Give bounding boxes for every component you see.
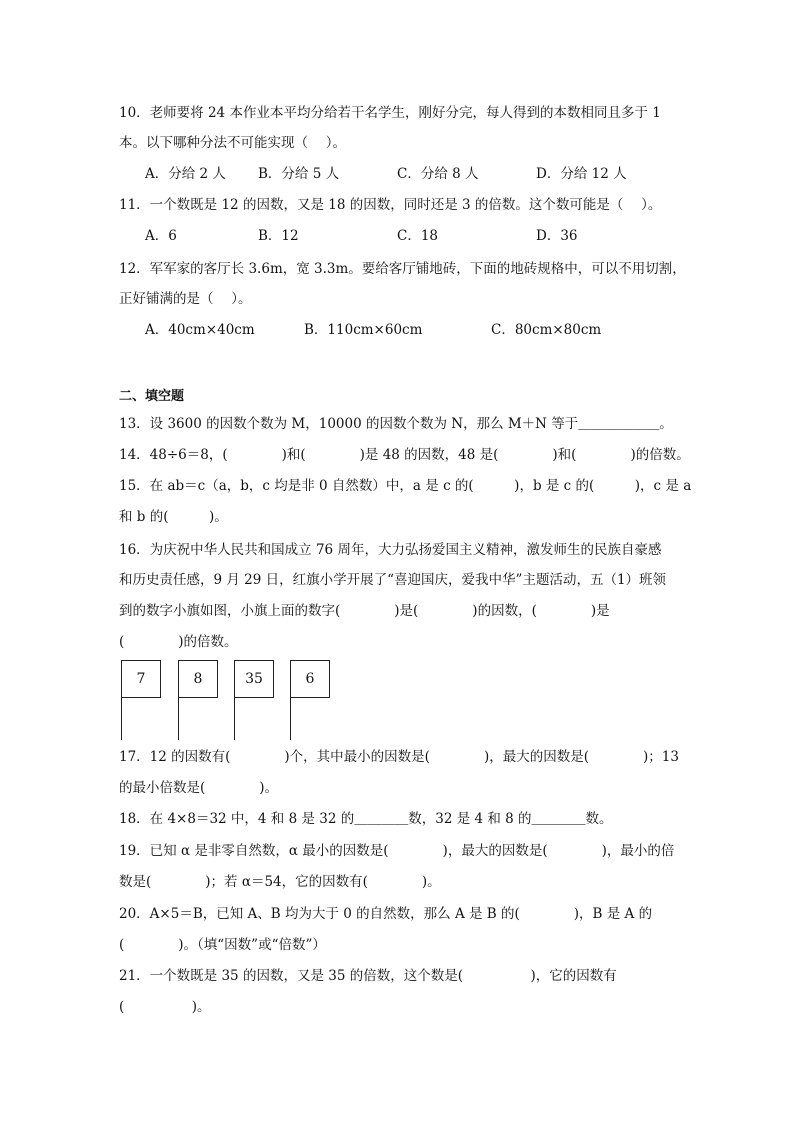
q17-line1: 17．12 的因数有( )个，其中最小的因数是( )，最大的因数是( )；13 bbox=[119, 749, 679, 765]
q10-option-a[interactable]: A．分给 2 人 bbox=[145, 166, 226, 182]
q11-option-c[interactable]: C．18 bbox=[397, 228, 439, 244]
q12-line2: 正好铺满的是（ ）。 bbox=[119, 291, 252, 307]
q11-line1: 11．一个数既是 12 的因数，又是 18 的因数，同时还是 3 的倍数。这个数可能是（ ）。 bbox=[119, 197, 662, 213]
q19-line1: 19．已知 α 是非零自然数，α 最小的因数是( )，最大的因数是( )，最小的倍 bbox=[119, 843, 675, 859]
q17-line2: 的最小倍数是( )。 bbox=[119, 780, 279, 796]
q10-option-d[interactable]: D．分给 12 人 bbox=[536, 166, 627, 182]
q16-line4: ( )的倍数。 bbox=[119, 634, 238, 650]
q16-line2: 和历史责任感，9 月 29 日，红旗小学开展了“喜迎国庆，爱我中华”主题活动，五（1）班领 bbox=[119, 572, 667, 588]
q11-option-d[interactable]: D．36 bbox=[536, 228, 578, 244]
q15-line1: 15．在 ab＝c（a，b，c 均是非 0 自然数）中，a 是 c 的( )，b 是 c 的( )，c 是 a bbox=[119, 478, 692, 494]
q13-line1: 13．设 3600 的因数个数为 M，10000 的因数个数为 N，那么 M＋N 等于＿＿＿＿＿＿。 bbox=[119, 416, 673, 432]
q21-line1: 21．一个数既是 35 的因数，又是 35 的倍数，这个数是( )，它的因数有 bbox=[119, 968, 617, 984]
q14-line1: 14．48÷6＝8，( )和( )是 48 的因数，48 是( )和( )的倍数。 bbox=[119, 447, 690, 463]
flag-number: 7 bbox=[121, 660, 161, 698]
flag-number: 6 bbox=[290, 660, 330, 698]
q12-option-b[interactable]: B．110cm×60cm bbox=[304, 322, 423, 338]
q20-line2: ( )。（填“因数”或“倍数”） bbox=[119, 937, 326, 953]
q10-option-b[interactable]: B．分给 5 人 bbox=[258, 166, 340, 182]
q12-option-c[interactable]: C．80cm×80cm bbox=[491, 322, 602, 338]
q21-line2: ( )。 bbox=[119, 999, 211, 1015]
q16-line3: 到的数字小旗如图，小旗上面的数字( )是( )的因数，( )是 bbox=[119, 603, 610, 619]
q10-line2: 本。以下哪种分法不可能实现（ ）。 bbox=[119, 135, 347, 151]
q16-line1: 16．为庆祝中华人民共和国成立 76 周年，大力弘扬爱国主义精神，激发师生的民族自豪感 bbox=[119, 542, 662, 558]
section-title: 二、填空题 bbox=[119, 389, 185, 404]
flag-number: 8 bbox=[178, 660, 218, 698]
q10-option-c[interactable]: C．分给 8 人 bbox=[397, 166, 479, 182]
q11-option-b[interactable]: B．12 bbox=[258, 228, 299, 244]
flag-number: 35 bbox=[234, 660, 274, 698]
q18-line1: 18．在 4×8＝32 中，4 和 8 是 32 的＿＿＿＿数，32 是 4 和 8 的＿＿＿＿数。 bbox=[119, 811, 613, 827]
q12-line1: 12．军军家的客厅长 3.6m，宽 3.3m。要给客厅铺地砖，下面的地砖规格中，可以不用切割， bbox=[119, 261, 686, 277]
q12-option-a[interactable]: A．40cm×40cm bbox=[145, 322, 255, 338]
q19-line2: 数是( )；若 α＝54，它的因数有( )。 bbox=[119, 874, 441, 890]
q11-option-a[interactable]: A．6 bbox=[145, 228, 177, 244]
q20-line1: 20．A×5＝B，已知 A、B 均为大于 0 的自然数，那么 A 是 B 的( )，B 是 A 的 bbox=[119, 906, 653, 922]
q10-line1: 10．老师要将 24 本作业本平均分给若干名学生，刚好分完，每人得到的本数相同且多于 1 bbox=[119, 105, 661, 121]
q15-line2: 和 b 的( )。 bbox=[119, 509, 228, 525]
